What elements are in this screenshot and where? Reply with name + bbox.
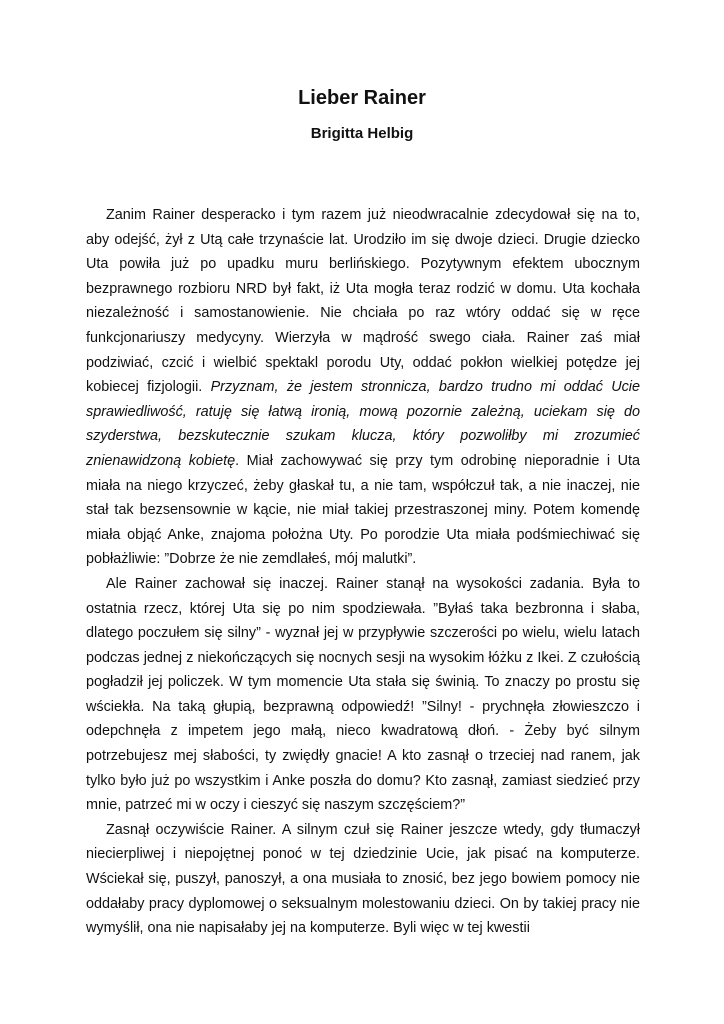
paragraph-2: Ale Rainer zachował się inaczej. Rainer stanął na wysokości zadania. Była to ostatnia rzecz, której Uta się po nim spodziewała. ”Byłaś taka bezbronna i słaba, dlatego poczułem się silny” - wyznał jej w przypływie szczerości po wielu, wielu latach podczas jednej z niekończących się nocnych sesji na wysokim łóżku z Ikei. Z czułością pogładził jej policzek. W tym momencie Uta stała się świnią. To znaczy po prostu się wściekła. Na taką głupią, bezprawną odpowiedź! ”Silny! - prychnęła złowieszczo i odepchnęła z impetem jego małą, nieco kwadratową dłoń. - Żeby być silnym potrzebujesz mej słabości, ty zwiędły gnacie! A kto zasnął o trzeciej nad ranem, jak tylko było już po wszystkim i Anke poszła do domu? Kto zasnął, zamiast siedzieć przy mnie, patrzeć mi w oczy i cieszyć się naszym szczęściem?” — [86, 575, 640, 814]
paragraph-1-text-a: Zanim Rainer desperacko i tym razem już nieodwracalnie zdecydował się na to, aby odejść, żył z Utą całe trzynaście lat. Urodziło im się dwoje dzieci. Drugie dziecko Uta powiła już po upadku muru berlińskiego. Pozytywnym efektem ubocznym bezprawnego rozbioru NRD był fakt, iż Uta mogła teraz rodzić w domu. Uta kochała niezależność i samostanowienie. Nie chciała po raz wtóry oddać się w ręce funkcjonariuszy medycyny. Wierzyła w mądrość swego ciała. Rainer zaś miał podziwiać, czcić i wielbić spektakl porodu Uty, oddać pokłon wielkiej potędze jej kobiecej fizjologii. — [86, 207, 640, 396]
document-title: Lieber Rainer — [298, 87, 426, 109]
paragraph-1-text-b: . Miał zachowywać się przy tym odrobinę nieporadnie i Uta miała na niego krzyczeć, żeby głaskał tu, a nie tam, współczuł tak, a nie inaczej, nie stał tak bezsensownie w kącie, nie miał takiej przestraszonej miny. Potem komendę miała objąć Anke, znajoma położna Uty. Po porodzie Uta miała podśmiechiwać się pobłażliwie: ”Dobrze że nie zemdlałeś, mój malutki”. — [86, 452, 640, 568]
paragraph-1 — [86, 203, 640, 572]
document-author: Brigitta Helbig — [310, 125, 414, 142]
paragraph-3: Zasnął oczywiście Rainer. A silnym czuł się Rainer jeszcze wtedy, gdy tłumaczył niecierpliwej i niepojętnej ponoć w tej dziedzinie Ucie, jak pisać na komputerze. Wściekał się, puszył, panoszył, a ona musiała to znosić, bez jego bowiem pomocy nie oddałaby pracy dyplomowej o seksualnym molestowaniu dzieci. On by takiej pracy nie wymyślił, ona nie napisałaby jej na komputerze. Byli więc w tej kwestii — [86, 821, 640, 937]
paragraph-1-italic-aside: Przyznam, że jestem stronnicza, bardzo trudno mi oddać Ucie sprawiedliwość, ratuję się łatwą ironią, mową pozornie zależną, uciekam się do szyderstwa, bezskutecznie szukam klucza, który pozwoliłby mi zrozumieć znienawidzoną kobietę — [86, 379, 640, 469]
document-body — [86, 203, 640, 941]
